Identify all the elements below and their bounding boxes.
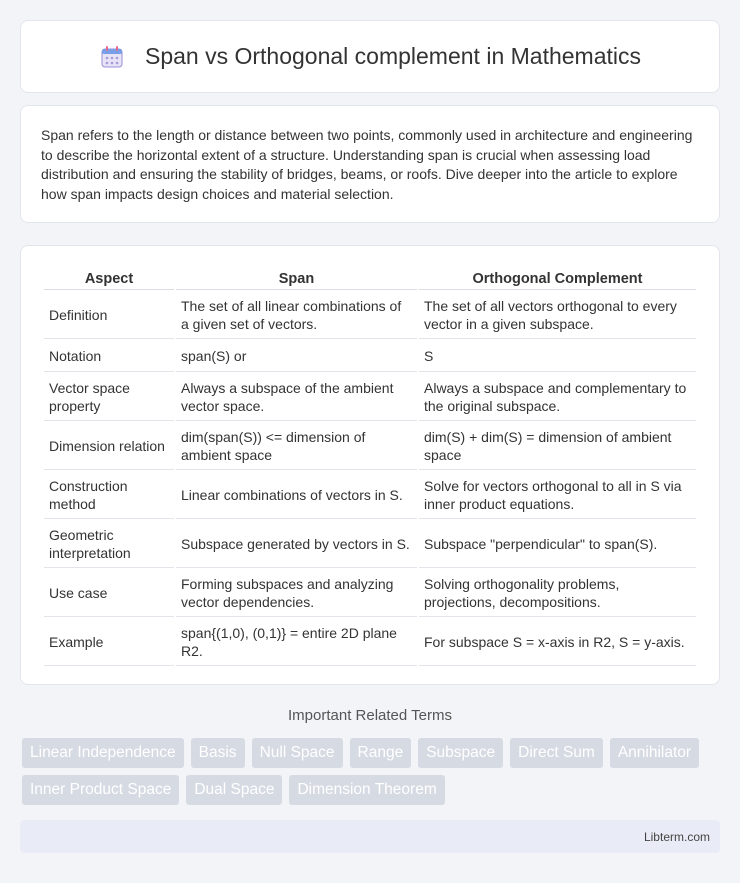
- table-cell: Subspace "perpendicular" to span(S).: [419, 521, 696, 568]
- header-orthogonal-complement: Orthogonal Complement: [419, 268, 696, 290]
- tag-direct-sum[interactable]: Direct Sum: [510, 738, 603, 768]
- table-cell: Dimension relation: [44, 423, 174, 470]
- table-cell: Notation: [44, 341, 174, 372]
- tag-linear-independence[interactable]: Linear Independence: [22, 738, 184, 768]
- table-row: [44, 423, 696, 470]
- intro-text: Span refers to the length or distance between two points, commonly used in architecture and engineering to describe the horizontal extent of a structure. Understanding span is crucial when assessing load distribution and ensuring the stability of bridges, beams, or roofs. Dive deeper into the article to explore how span impacts design choices and material selection.: [41, 127, 693, 202]
- calendar-icon: [99, 44, 125, 70]
- table-cell: Definition: [44, 292, 174, 339]
- table-cell: Solve for vectors orthogonal to all in S via inner product equations.: [419, 472, 696, 519]
- table-row: [44, 292, 696, 339]
- table-header-row: [44, 268, 696, 290]
- comparison-table-card: [20, 245, 720, 685]
- related-terms-tags: [22, 738, 712, 805]
- table-cell: Always a subspace of the ambient vector space.: [176, 374, 417, 421]
- tag-subspace[interactable]: Subspace: [418, 738, 503, 768]
- table-row: [44, 472, 696, 519]
- table-cell: The set of all vectors orthogonal to every vector in a given subspace.: [419, 292, 696, 339]
- tag-inner-product-space[interactable]: Inner Product Space: [22, 775, 179, 805]
- table-cell: Construction method: [44, 472, 174, 519]
- table-cell: Use case: [44, 570, 174, 617]
- table-row: [44, 521, 696, 568]
- table-cell: The set of all linear combinations of a given set of vectors.: [176, 292, 417, 339]
- table-cell: Always a subspace and complementary to the original subspace.: [419, 374, 696, 421]
- related-terms-title: Important Related Terms: [288, 707, 452, 724]
- header-span: Span: [176, 268, 417, 290]
- intro-card: [20, 105, 720, 223]
- table-row: [44, 341, 696, 372]
- table-cell: span(S) or: [176, 341, 417, 372]
- footer-site-link[interactable]: Libterm.com: [643, 830, 710, 844]
- page-title: Span vs Orthogonal complement in Mathematics: [144, 43, 642, 69]
- table-row: [44, 570, 696, 617]
- comparison-table: [42, 266, 698, 668]
- table-cell: dim(span(S)) <= dimension of ambient space: [176, 423, 417, 470]
- tag-dimension-theorem[interactable]: Dimension Theorem: [289, 775, 444, 805]
- table-cell: Geometric interpretation: [44, 521, 174, 568]
- table-cell: Subspace generated by vectors in S.: [176, 521, 417, 568]
- header-card: [20, 20, 720, 93]
- tag-dual-space[interactable]: Dual Space: [186, 775, 282, 805]
- footer: [20, 820, 720, 853]
- tag-null-space[interactable]: Null Space: [252, 738, 343, 768]
- header-aspect: Aspect: [44, 268, 174, 290]
- table-cell: S: [419, 341, 696, 372]
- table-cell: Linear combinations of vectors in S.: [176, 472, 417, 519]
- table-cell: Example: [44, 619, 174, 666]
- table-cell: dim(S) + dim(S) = dimension of ambient space: [419, 423, 696, 470]
- table-cell: For subspace S = x-axis in R2, S = y-axis.: [419, 619, 696, 666]
- table-cell: Solving orthogonality problems, projections, decompositions.: [419, 570, 696, 617]
- table-row: [44, 619, 696, 666]
- tag-range[interactable]: Range: [350, 738, 412, 768]
- tag-annihilator[interactable]: Annihilator: [610, 738, 699, 768]
- tag-basis[interactable]: Basis: [191, 738, 245, 768]
- table-cell: Forming subspaces and analyzing vector dependencies.: [176, 570, 417, 617]
- table-cell: span{(1,0), (0,1)} = entire 2D plane R2.: [176, 619, 417, 666]
- table-cell: Vector space property: [44, 374, 174, 421]
- table-row: [44, 374, 696, 421]
